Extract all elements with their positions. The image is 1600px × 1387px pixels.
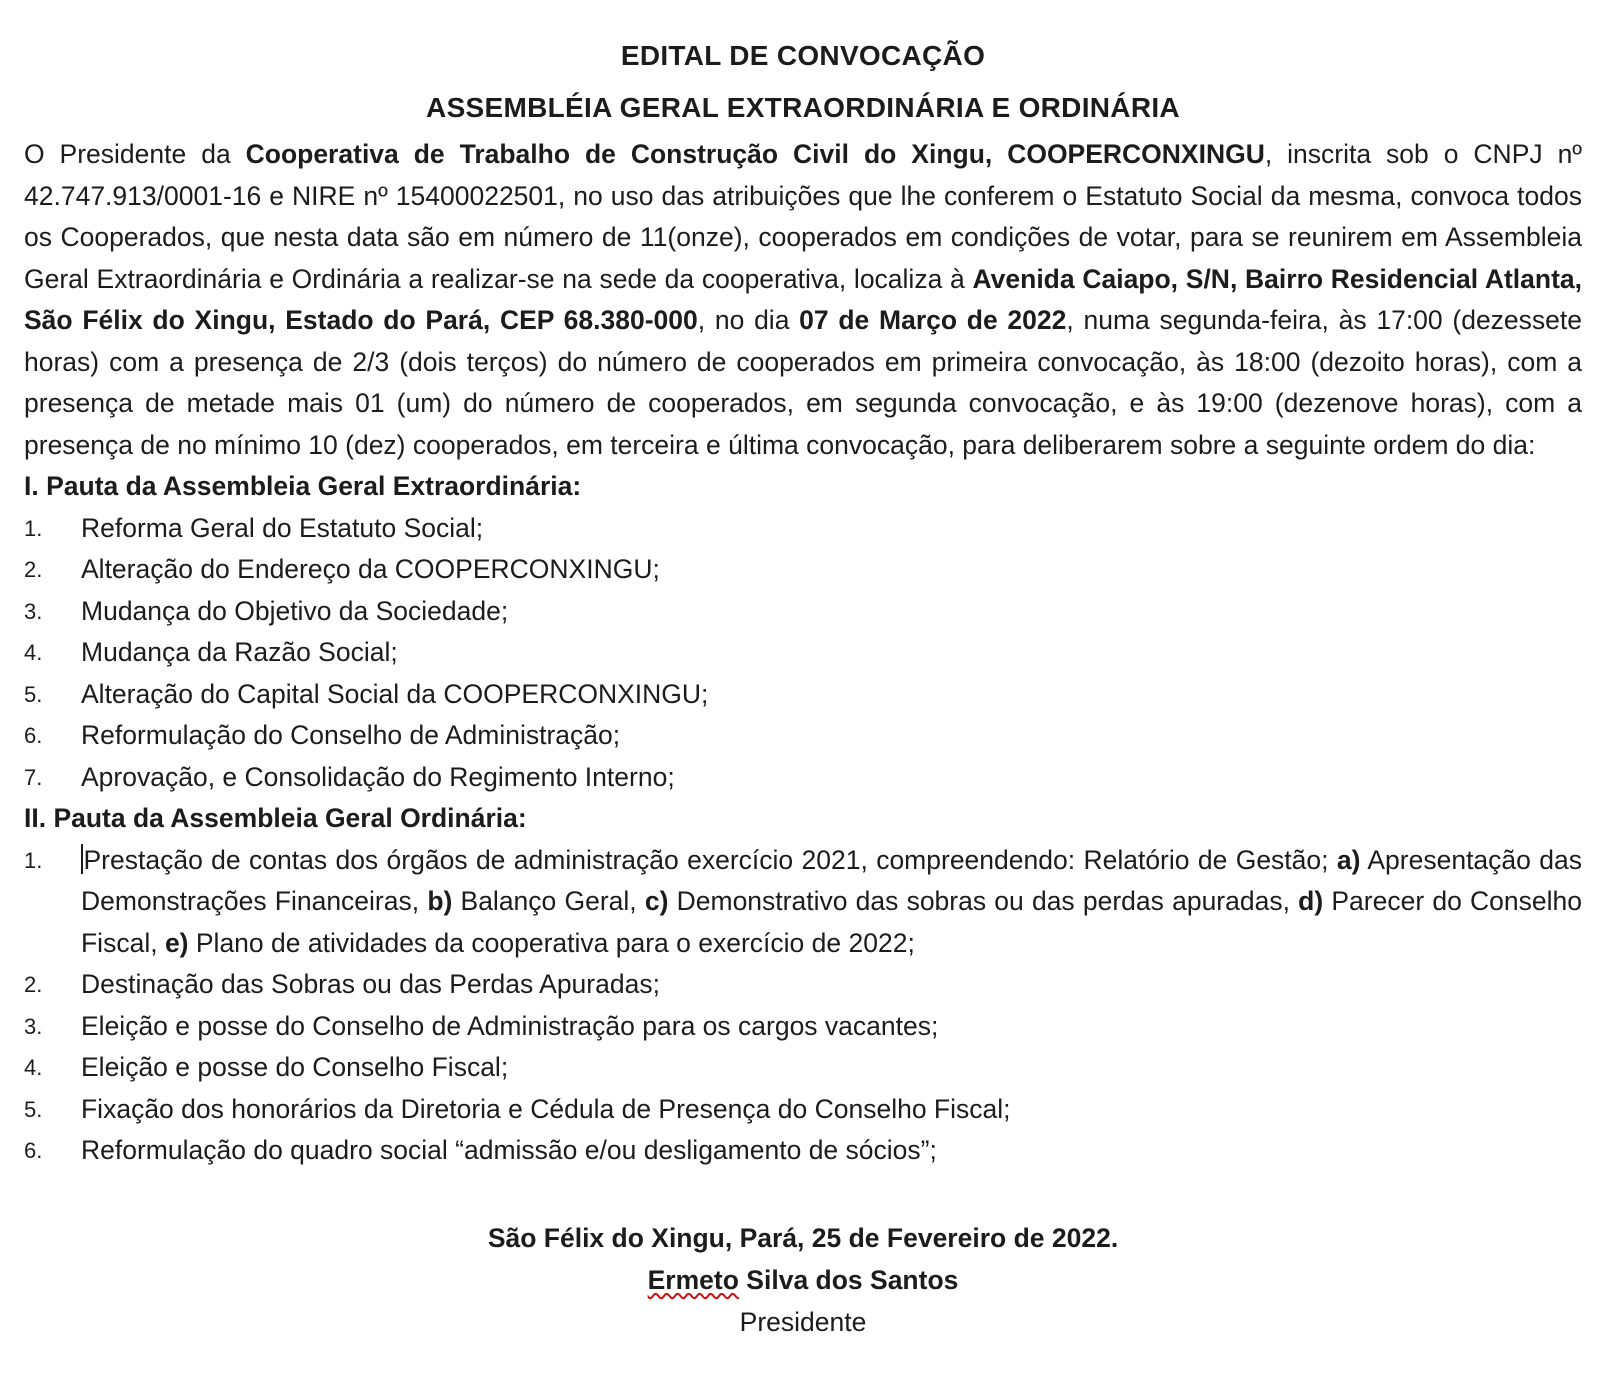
- item-text-part: Plano de atividades da cooperativa para o exercício de 2022;: [188, 927, 915, 958]
- item-text-part: Parecer do Conselho Fiscal,: [81, 886, 1582, 958]
- list-item-text: Eleição e posse do Conselho Fiscal;: [81, 1052, 509, 1082]
- list-number: 2.: [24, 972, 43, 997]
- list-number: 3.: [24, 1013, 43, 1039]
- list-item-text: Destinação das Sobras ou das Perdas Apuradas;: [81, 969, 660, 999]
- list-item-text: Reforma Geral do Estatuto Social;: [81, 512, 484, 543]
- list-item: [24, 1047, 1582, 1089]
- list-item: [24, 1006, 1582, 1048]
- intro-paragraph: [24, 134, 1582, 466]
- text-cursor: [81, 844, 83, 874]
- signature-place-date: São Félix do Xingu, Pará, 25 de Fevereiro de 2022.: [487, 1222, 1119, 1253]
- list-item-text: Mudança do Objetivo da Sociedade;: [81, 595, 509, 626]
- document-title: EDITAL DE CONVOCAÇÃO: [620, 40, 986, 71]
- list-item: [24, 840, 1582, 965]
- item-label-c: c): [644, 886, 669, 916]
- list-number: 5.: [24, 1096, 43, 1122]
- item-label-e: e): [164, 927, 189, 958]
- intro-text-2: , inscrita sob o CNPJ nº 42.747.913/0001-16 e NIRE nº 15400022501, no uso das atribuições que lhe conferem o Estatuto Social da mesma, convoca todos os Cooperados, que nesta data são em número de 11(onze), cooperados em condições de votar, para se reunirem em Assembleia Geral Extraordinária e Ordinária a realizar-se na sede da cooperativa, localiza à: [24, 139, 1582, 294]
- list-number: 5.: [24, 681, 43, 707]
- intro-text-1: O Presidente da: [24, 139, 246, 169]
- list-item: [24, 1130, 1582, 1172]
- intro-text-4: , numa segunda-feira, às 17:00 (dezessete horas) com a presença de 2/3 (dois terços) do número de cooperados em primeira convocação, às 18:00 (dezoito horas), com a presença de metade mais 01 (um) do número de cooperados, em segunda convocação, e às 19:00 (dezenove horas), com a presença de no mínimo 10 (dez) cooperados, em terceira e última convocação, para deliberarem sobre a seguinte ordem do dia:: [24, 305, 1583, 460]
- list-item: [24, 508, 1582, 550]
- list-number: 6.: [24, 1138, 43, 1163]
- list-item: [24, 549, 1582, 591]
- list-item: [24, 757, 1582, 799]
- list-number: 6.: [24, 723, 43, 748]
- list-item: [24, 964, 1582, 1006]
- item-text-part: Balanço Geral,: [452, 886, 645, 916]
- list-item: [24, 591, 1582, 633]
- list-item-text: Alteração do Endereço da COOPERCONXINGU;: [81, 554, 660, 584]
- intro-text-3: , no dia: [697, 305, 800, 335]
- list-number: 4.: [24, 1055, 43, 1080]
- signature-first-name: Ermeto: [647, 1264, 739, 1295]
- document-subtitle: ASSEMBLÉIA GERAL EXTRAORDINÁRIA E ORDINÁRIA: [426, 92, 1180, 123]
- list-number: 1.: [24, 515, 43, 541]
- item-text-part: Demonstrativo das sobras ou das perdas apuradas,: [668, 886, 1299, 916]
- list-number: 1.: [24, 847, 43, 873]
- list-number: 7.: [24, 764, 43, 790]
- list-item: [24, 715, 1582, 757]
- item-label-a: a): [1336, 844, 1361, 875]
- list-number: 4.: [24, 640, 43, 665]
- list-item: [24, 632, 1582, 674]
- ordinary-agenda-list: [24, 840, 1582, 1172]
- list-item-text: Fixação dos honorários da Diretoria e Cédula de Presença do Conselho Fiscal;: [81, 1093, 1011, 1124]
- spacer: [24, 1172, 1582, 1217]
- item-text-part: Apresentação das Demonstrações Financeiras,: [81, 844, 1582, 916]
- list-item-text: Reformulação do Conselho de Administração;: [81, 720, 621, 750]
- extraordinary-agenda-list: [24, 508, 1582, 799]
- list-item-text: Mudança da Razão Social;: [81, 637, 398, 667]
- list-number: 3.: [24, 598, 43, 624]
- list-item: [24, 674, 1582, 716]
- item-label-b: b): [427, 886, 453, 916]
- list-item-text: Reformulação do quadro social “admissão e/ou desligamento de sócios”;: [81, 1135, 937, 1165]
- section-extraordinary-heading: I. Pauta da Assembleia Geral Extraordinária:: [24, 471, 582, 501]
- section-ordinary-heading: II. Pauta da Assembleia Geral Ordinária:: [24, 803, 527, 833]
- item-text-part: Prestação de contas dos órgãos de administração exercício 2021, compreendendo: Relatório de Gestão;: [83, 844, 1337, 875]
- list-item: [24, 1089, 1582, 1131]
- list-number: 2.: [24, 557, 43, 582]
- signature-name: [24, 1259, 1582, 1301]
- list-item-text: Aprovação, e Consolidação do Regimento Interno;: [81, 761, 675, 792]
- list-item-text: Alteração do Capital Social da COOPERCONXINGU;: [81, 678, 709, 709]
- signature-role: Presidente: [739, 1306, 867, 1337]
- item-label-d: d): [1298, 886, 1324, 916]
- signature-rest-name: Silva dos Santos: [738, 1264, 959, 1295]
- list-item-text: Eleição e posse do Conselho de Administração para os cargos vacantes;: [81, 1010, 939, 1041]
- cooperative-name: Cooperativa de Trabalho de Construção Civil do Xingu, COOPERCONXINGU: [245, 139, 1265, 169]
- meeting-date: 07 de Março de 2022: [799, 305, 1067, 335]
- meeting-address: Avenida Caiapo, S/N, Bairro Residencial Atlanta, São Félix do Xingu, Estado do Pará, CEP 68.380-000: [24, 263, 1582, 335]
